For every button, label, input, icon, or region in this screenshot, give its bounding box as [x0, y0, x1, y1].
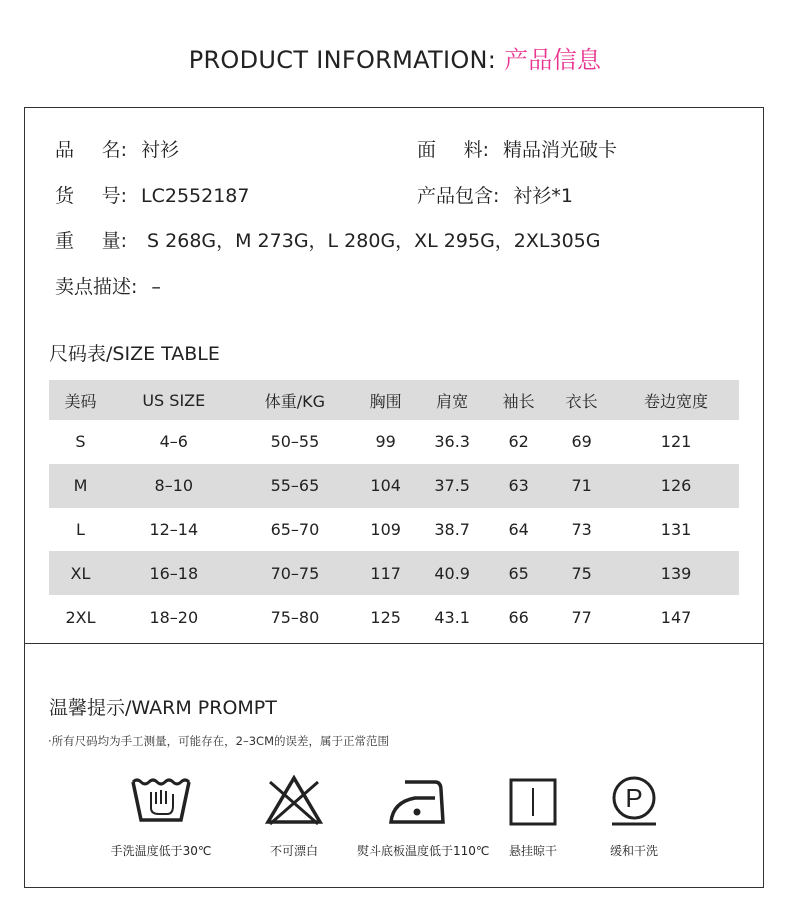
size-table-header-cell: 体重/KG — [264, 391, 326, 411]
info-sku-value: LC2552187 — [141, 185, 250, 207]
table-cell: 126 — [660, 476, 692, 496]
table-cell: S — [75, 432, 86, 452]
table-cell: 55–65 — [270, 476, 320, 496]
iron-low-icon — [385, 772, 449, 828]
table-row — [49, 595, 739, 639]
info-selling-value: – — [151, 276, 161, 298]
table-cell: 4–6 — [159, 432, 188, 452]
table-row — [49, 464, 739, 508]
table-cell: 65 — [508, 563, 529, 583]
table-cell: 37.5 — [434, 476, 470, 496]
table-cell: 66 — [508, 607, 529, 627]
table-cell: 125 — [370, 607, 401, 627]
table-cell: 38.7 — [434, 519, 470, 539]
care-label: 手洗温度低于30℃ — [110, 844, 212, 858]
table-cell: 73 — [571, 519, 592, 539]
table-cell: 139 — [660, 563, 692, 583]
size-table-header-cell: 胸围 — [369, 391, 402, 411]
care-label: 悬挂晾干 — [508, 844, 557, 858]
table-cell: 2XL — [65, 607, 96, 627]
info-sku: 货 号: LC2552187 — [55, 185, 250, 207]
table-cell: 77 — [571, 607, 592, 627]
size-table-header-cell: US SIZE — [142, 390, 206, 410]
table-cell: 12–14 — [149, 519, 199, 539]
info-fabric: 面 料: 精品消光破卡 — [417, 139, 618, 161]
title-cn: 产品信息 — [504, 46, 602, 74]
info-includes-value: 衬衫*1 — [513, 185, 573, 207]
table-cell: 69 — [571, 432, 592, 452]
info-name: 品 名: 衬衫 — [55, 139, 180, 161]
size-table-header-cell: 卷边宽度 — [644, 391, 709, 411]
table-cell: 71 — [571, 476, 592, 496]
care-label: 熨斗底板温度低于110℃ — [357, 844, 490, 858]
care-item-hand-wash — [101, 772, 221, 859]
size-table — [49, 380, 739, 639]
size-table-header-cell: 美码 — [64, 391, 97, 411]
table-cell: 109 — [370, 519, 401, 539]
info-weight-value: S 268G，M 273G，L 280G，XL 295G，2XL305G — [141, 230, 601, 252]
info-weight: 重 量: S 268G，M 273G，L 280G，XL 295G，2XL305G — [55, 230, 601, 252]
hang-dry-icon — [501, 772, 565, 828]
warm-prompt-title: 温馨提示/WARM PROMPT — [49, 697, 277, 719]
table-cell: M — [73, 476, 88, 496]
care-item-iron — [357, 772, 490, 859]
info-fabric-value: 精品消光破卡 — [503, 139, 618, 161]
page-title — [0, 40, 790, 75]
dry-clean-p-icon — [602, 772, 666, 828]
table-cell: 62 — [508, 432, 529, 452]
table-cell: 43.1 — [434, 607, 470, 627]
care-item-no-bleach — [234, 772, 354, 859]
hand-wash-icon — [129, 772, 193, 828]
table-cell: 36.3 — [434, 432, 470, 452]
table-cell: 16–18 — [149, 563, 199, 583]
info-name-value: 衬衫 — [141, 139, 180, 161]
table-cell: 63 — [508, 476, 529, 496]
size-table-header-cell: 肩宽 — [436, 391, 469, 411]
table-cell: 40.9 — [434, 563, 470, 583]
table-cell: 70–75 — [270, 563, 320, 583]
table-cell: 121 — [660, 432, 692, 452]
info-includes: 产品包含: 衬衫*1 — [417, 185, 573, 207]
table-row — [49, 508, 739, 552]
table-cell: 99 — [375, 432, 396, 452]
care-label: 缓和干洗 — [609, 844, 658, 858]
table-cell: 18–20 — [149, 607, 199, 627]
info-selling: 卖点描述: – — [55, 276, 161, 298]
table-cell: 65–70 — [270, 519, 320, 539]
table-cell: L — [76, 519, 85, 539]
size-table-header-cell: 衣长 — [565, 391, 598, 411]
table-cell: 131 — [660, 519, 692, 539]
care-label: 不可漂白 — [269, 844, 318, 858]
table-cell: XL — [70, 563, 91, 583]
title-en: PRODUCT INFORMATION: — [188, 46, 505, 74]
no-bleach-icon — [262, 772, 326, 828]
measurement-note: ·所有尺码均为手工测量，可能存在，2–3CM的误差，属于正常范围 — [48, 734, 389, 748]
table-cell: 75–80 — [270, 607, 320, 627]
table-cell: 75 — [571, 563, 592, 583]
table-cell: 64 — [508, 519, 529, 539]
table-row — [49, 420, 739, 464]
size-table-title: 尺码表/SIZE TABLE — [49, 343, 220, 365]
table-cell: 117 — [370, 563, 401, 583]
care-item-dry-clean — [574, 772, 694, 859]
table-cell: 8–10 — [154, 476, 194, 496]
table-cell: 50–55 — [270, 432, 320, 452]
table-row — [49, 551, 739, 595]
table-cell: 147 — [660, 607, 692, 627]
dry-clean-symbol: P — [625, 783, 643, 813]
size-table-header-cell: 袖长 — [502, 391, 535, 411]
size-table-header — [49, 380, 739, 420]
table-cell: 104 — [370, 476, 401, 496]
